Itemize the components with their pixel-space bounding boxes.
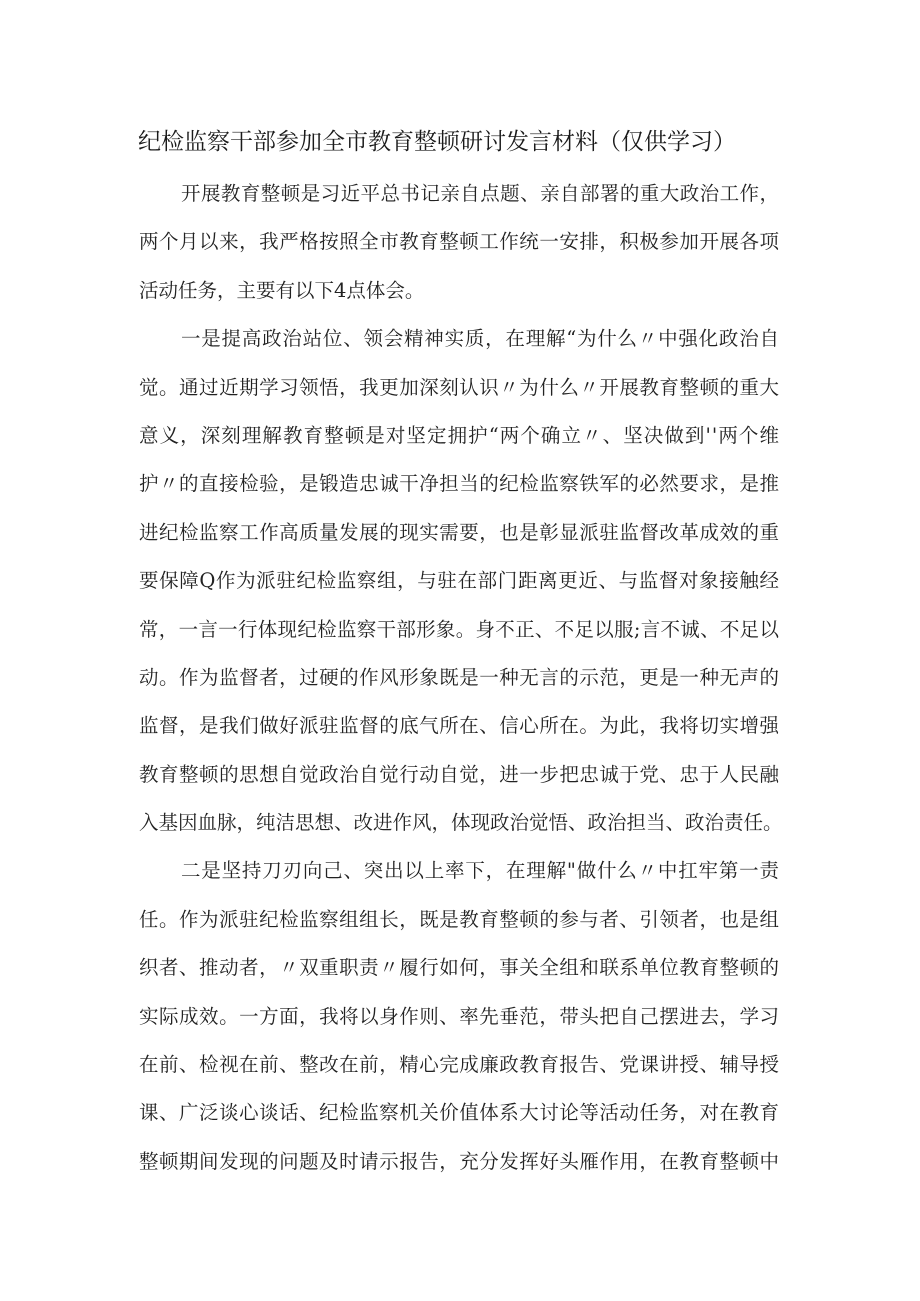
- paragraph-line: 两个月以来，我严格按照全市教育整顿工作统一安排，积极参加开展各项: [139, 230, 780, 254]
- document-title: 纪检监察干部参加全市教育整顿研讨发言材料（仅供学习）: [138, 129, 736, 155]
- paragraph-line: 在前、检视在前、整改在前，精心完成廉政教育报告、党课讲授、辅导授: [139, 1053, 780, 1077]
- paragraph-line: 意义，深刻理解教育整顿是对坚定拥护“两个确立〃、坚决做到''两个维: [139, 423, 781, 447]
- paragraph-line: 护〃的直接检验，是锻造忠诚干净担当的纪检监察铁军的必然要求，是推: [139, 472, 780, 496]
- paragraph-first-line: 一是提高政治站位、领会精神实质，在理解“为什么〃中强化政治自: [181, 327, 780, 351]
- document-body: [139, 170, 799, 1186]
- paragraph-first-line: 开展教育整顿是习近平总书记亲自点题、亲自部署的重大政治工作，: [181, 182, 780, 205]
- paragraph-line: 织者、推动者，〃双重职责〃履行如何，事关全组和联系单位教育整顿的: [139, 956, 780, 980]
- paragraph-line: 监督，是我们做好派驻监督的底气所在、信心所在。为此，我将切实增强: [139, 714, 780, 738]
- paragraph-line: 进纪检监察工作高质量发展的现实需要，也是彰显派驻监督改革成效的重: [139, 520, 780, 544]
- paragraph-line: 入基因血脉，纯洁思想、改进作风，体现政治觉悟、政治担当、政治责任。: [139, 811, 783, 835]
- paragraph-line: 课、广泛谈心谈话、纪检监察机关价值体系大讨论等活动任务，对在教育: [139, 1101, 780, 1125]
- paragraph-first-line: 二是坚持刀刃向己、突出以上率下，在理解"做什么〃中扛牢第一责: [181, 859, 780, 883]
- paragraph-line: 任。作为派驻纪检监察组组长，既是教育整顿的参与者、引领者，也是组: [139, 907, 780, 931]
- paragraph-line: 常，一言一行体现纪检监察干部形象。身不正、不足以服;言不诚、不足以: [139, 617, 780, 641]
- paragraph-line: 实际成效。一方面，我将以身作则、率先垂范，带头把自己摆进去，学习: [139, 1004, 780, 1028]
- paragraph-line: 教育整顿的思想自觉政治自觉行动自觉，进一步把忠诚于党、忠于人民融: [139, 762, 780, 786]
- paragraph-line: 整顿期间发现的问题及时请示报告，充分发挥好头雁作用，在教育整顿中: [139, 1149, 780, 1173]
- paragraph-line: 活动任务，主要有以下4点体会。: [139, 278, 425, 302]
- paragraph-line: 觉。通过近期学习领悟，我更加深刻认识〃为什么〃开展教育整顿的重大: [139, 375, 780, 399]
- paragraph-line: 动。作为监督者，过硬的作风形象既是一种无言的示范，更是一种无声的: [139, 665, 780, 689]
- paragraph-line: 要保障Q作为派驻纪检监察组，与驻在部门距离更近、与监督对象接触经: [139, 569, 780, 593]
